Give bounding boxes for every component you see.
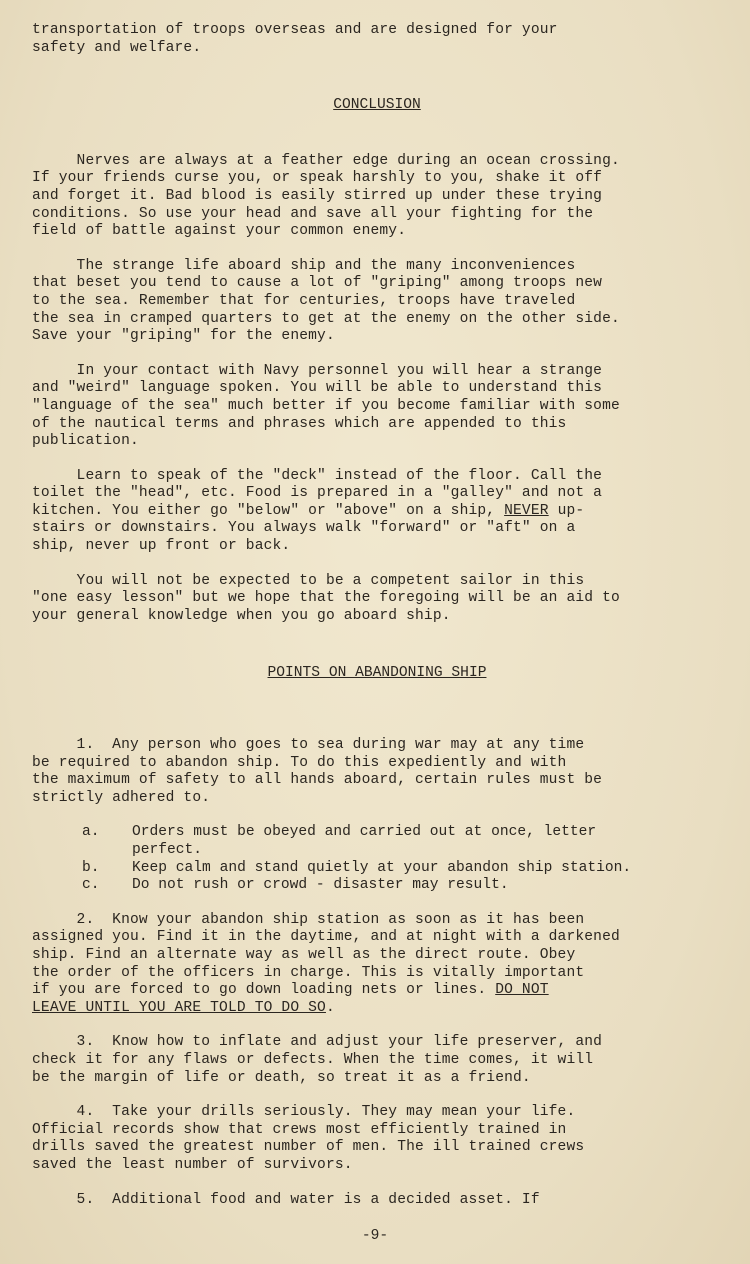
text-line	[32, 982, 722, 1000]
text-line: the sea in cramped quarters to get at the enemy on the other side.	[32, 310, 620, 327]
text-line: Official records show that crews most efficiently trained in	[32, 1121, 567, 1138]
conclusion-paragraph-5	[32, 573, 722, 626]
text-line	[32, 503, 722, 521]
abandon-point-2	[32, 912, 722, 1018]
text-line: "language of the sea" much better if you become familiar with some	[32, 397, 620, 414]
text-line: your general knowledge when you go aboard ship.	[32, 607, 451, 624]
rules-list	[32, 824, 722, 894]
text-line: drills saved the greatest number of men. The ill trained crews	[32, 1139, 585, 1156]
list-marker: a.	[82, 824, 100, 841]
text-line: the order of the officers in charge. This is vitally important	[32, 964, 585, 981]
text-line: ship. Find an alternate way as well as the direct route. Obey	[32, 946, 576, 963]
text-line: and forget it. Bad blood is easily stirred up under these trying	[32, 187, 603, 204]
text-line: Orders must be obeyed and carried out at once, letter	[132, 824, 597, 841]
page-number: -9-	[361, 1228, 389, 1244]
list-text	[132, 824, 596, 859]
text-fragment: kitchen. You either go "below" or "above" on a ship,	[32, 502, 505, 519]
text-line: 1. Any person who goes to sea during war may at any time	[32, 737, 585, 754]
text-line: the maximum of safety to all hands aboard, certain rules must be	[32, 772, 603, 789]
text-line: Nerves are always at a feather edge during an ocean crossing.	[32, 152, 620, 169]
list-marker: b.	[82, 859, 100, 876]
text-line: be the margin of life or death, so treat it as a friend.	[32, 1069, 531, 1086]
text-line: assigned you. Find it in the daytime, and at night with a darkened	[32, 929, 620, 946]
text-line: 3. Know how to inflate and adjust your life preserver, and	[32, 1034, 603, 1051]
text-line: transportation of troops overseas and are designed for your	[32, 22, 558, 38]
text-line: toilet the "head", etc. Food is prepared in a "galley" and not a	[32, 485, 603, 502]
text-line: Do not rush or crowd - disaster may result.	[132, 877, 509, 894]
text-line: field of battle against your common enemy.	[32, 223, 407, 240]
conclusion-heading: CONCLUSION	[333, 97, 421, 114]
conclusion-paragraph-3	[32, 363, 722, 451]
text-line: check it for any flaws or defects. When the time comes, it will	[32, 1051, 594, 1068]
text-line: The strange life aboard ship and the many inconveniences	[32, 257, 576, 274]
text-line: You will not be expected to be a competent sailor in this	[32, 572, 585, 589]
text-line: saved the least number of survivors.	[32, 1156, 353, 1173]
text-line: Learn to speak of the "deck" instead of the floor. Call the	[32, 467, 603, 484]
text-line: In your contact with Navy personnel you will hear a strange	[32, 362, 603, 379]
conclusion-paragraph-2	[32, 258, 722, 346]
text-line: 5. Additional food and water is a decided asset. If	[32, 1191, 540, 1208]
text-line: that beset you tend to cause a lot of "griping" among troops new	[32, 275, 603, 292]
text-line: strictly adhered to.	[32, 789, 211, 806]
text-fragment: if you are forced to go down loading nets or lines.	[32, 982, 496, 999]
text-line: 4. Take your drills seriously. They may mean your life.	[32, 1104, 576, 1121]
abandon-point-4	[32, 1104, 722, 1174]
list-item	[32, 860, 722, 878]
text-line: perfect.	[132, 842, 203, 858]
list-item	[32, 824, 722, 859]
underlined-emphasis: LEAVE UNTIL YOU ARE TOLD TO DO SO	[32, 999, 326, 1016]
underlined-emphasis: DO NOT	[495, 982, 549, 999]
text-line	[32, 1000, 722, 1018]
text-fragment: up-	[548, 502, 585, 519]
underlined-emphasis: NEVER	[504, 502, 549, 519]
abandon-point-1	[32, 737, 722, 807]
text-line: of the nautical terms and phrases which are appended to this	[32, 415, 567, 432]
abandon-point-3	[32, 1034, 722, 1087]
text-line: Keep calm and stand quietly at your abandon ship station.	[132, 859, 632, 876]
text-line: ship, never up front or back.	[32, 538, 291, 555]
text-line: Save your "griping" for the enemy.	[32, 328, 335, 345]
intro-paragraph	[32, 22, 722, 57]
text-line: to the sea. Remember that for centuries, troops have traveled	[32, 292, 576, 309]
text-line: be required to abandon ship. To do this expediently and with	[32, 754, 567, 771]
conclusion-paragraph-4	[32, 468, 722, 556]
conclusion-paragraph-1	[32, 153, 722, 241]
text-line: conditions. So use your head and save all your fighting for the	[32, 205, 594, 222]
text-line: safety and welfare.	[32, 39, 202, 56]
text-line: If your friends curse you, or speak harshly to you, shake it off	[32, 170, 603, 187]
text-line: publication.	[32, 433, 139, 450]
list-item	[32, 877, 722, 895]
text-line: and "weird" language spoken. You will be able to understand this	[32, 380, 603, 397]
abandon-ship-heading: POINTS ON ABANDONING SHIP	[267, 665, 487, 682]
text-line: "one easy lesson" but we hope that the foregoing will be an aid to	[32, 590, 620, 607]
abandon-point-5	[32, 1192, 722, 1210]
text-line: stairs or downstairs. You always walk "forward" or "aft" on a	[32, 520, 576, 537]
list-marker: c.	[82, 877, 100, 894]
text-fragment: .	[325, 999, 335, 1016]
text-line: 2. Know your abandon ship station as soon as it has been	[32, 911, 585, 928]
